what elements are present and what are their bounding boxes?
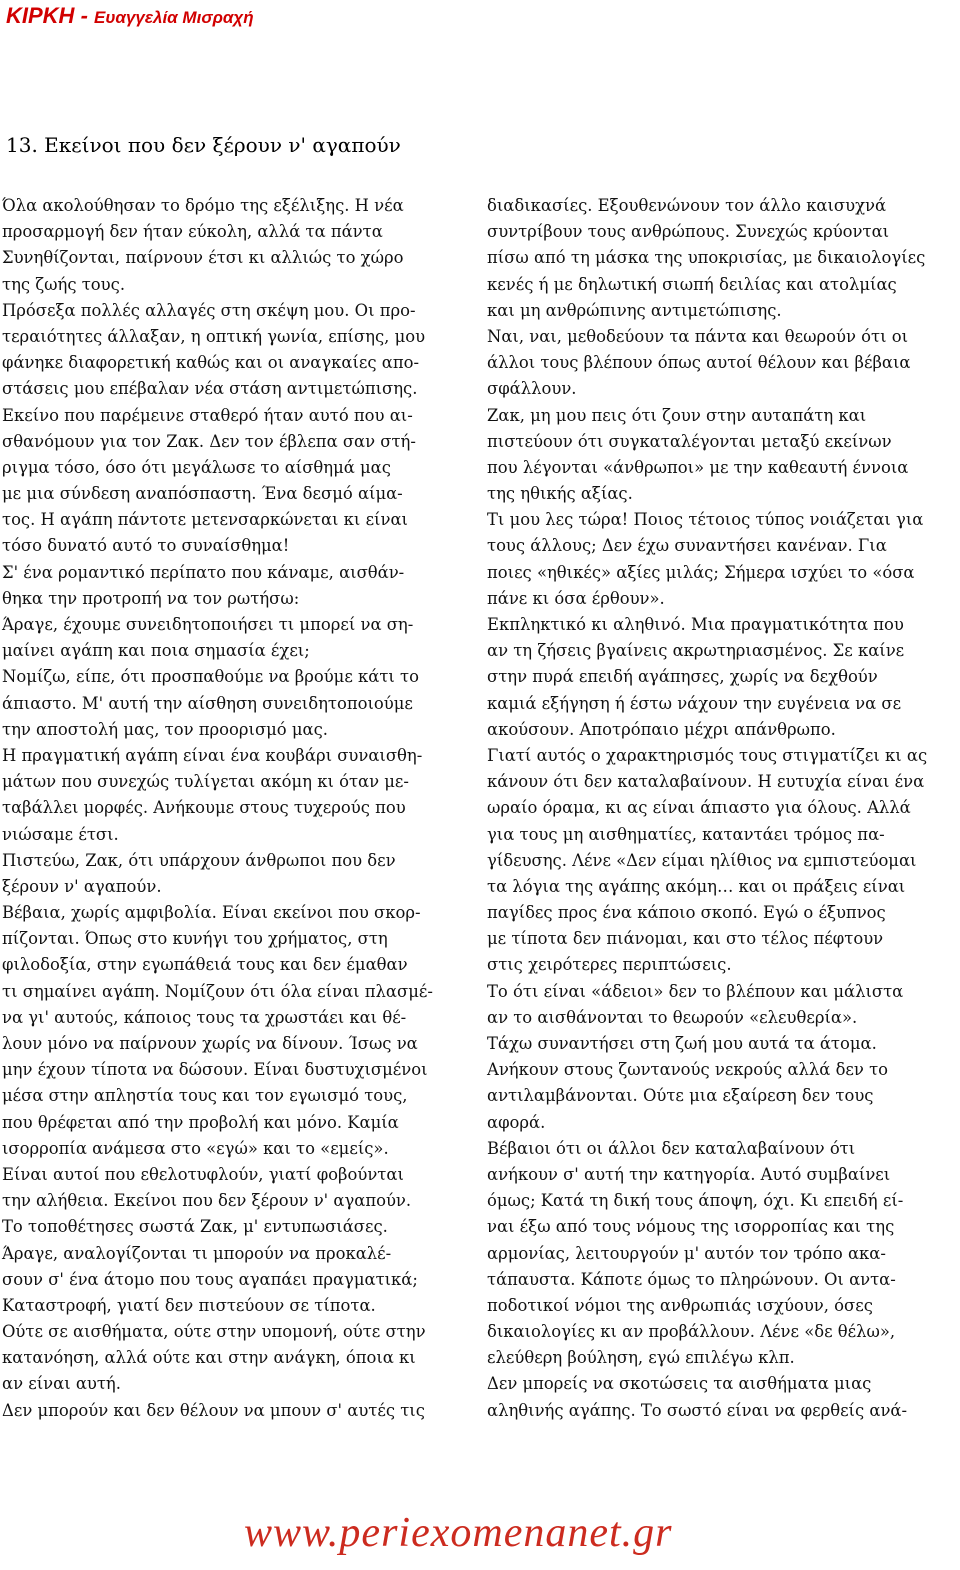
right-text-column: [487, 193, 957, 1424]
left-text-column: [2, 193, 472, 1424]
text-line: Νομίζω, είπε, ότι προσπαθούμε να βρούμε κάτι το: [2, 667, 419, 687]
text-line: Άραγε, αναλογίζονται τι μπορούν να προκαλέ-: [2, 1243, 392, 1263]
text-line: ελεύθερη βούληση, εγώ επιλέγω κλπ.: [487, 1348, 795, 1368]
text-line: μαίνει αγάπη και ποια σημασία έχει;: [2, 641, 310, 661]
text-line: αρμονίας, λειτουργούν μ' αυτόν τον τρόπο ακα-: [487, 1243, 886, 1263]
text-line: πίσω από τη μάσκα της υποκρισίας, με δικαιολογίες: [487, 248, 926, 268]
text-line: με μια σύνδεση αναπόσπαστη. Ένα δεσμό αίμα-: [2, 484, 403, 504]
text-line: Η πραγματική αγάπη είναι ένα κουβάρι συναισθη-: [2, 745, 423, 765]
text-line: Ζακ, μη μου πεις ότι ζουν στην αυταπάτη και: [487, 405, 867, 425]
text-line: κατανόηση, αλλά ούτε και στην ανάγκη, όποια κι: [2, 1348, 416, 1368]
text-line: Σ' ένα ρομαντικό περίπατο που κάναμε, αισθάν-: [2, 562, 405, 582]
text-line: Τάχω συναντήσει στη ζωή μου αυτά τα άτομα.: [487, 1034, 877, 1053]
text-line: Ούτε σε αισθήματα, ούτε στην υπομονή, ούτε στην: [2, 1322, 426, 1342]
text-line: Βέβαιοι ότι οι άλλοι δεν καταλαβαίνουν ότι: [487, 1138, 856, 1158]
text-line: ναι έξω από τους νόμους της ισορροπίας και της: [487, 1217, 895, 1237]
text-line: γίδευσης. Λένε «Δεν είμαι ηλίθιος να εμπιστεύομαι: [487, 850, 917, 870]
text-line: Άραγε, έχουμε συνειδητοποιήσει τι μπορεί να ση-: [2, 615, 414, 634]
book-title: ΚΙΡΚΗ: [6, 3, 75, 28]
text-line: αν τη ζήσεις βγαίνεις ακρωτηριασμένος. Σε καίνε: [487, 641, 905, 661]
text-line: ωραίο όραμα, κι ας είναι άπιαστο για όλους. Αλλά: [487, 798, 911, 818]
text-line: άπιαστο. Μ' αυτή την αίσθηση συνειδητοποιούμε: [2, 693, 413, 713]
text-line: τους άλλους; Δεν έχω συναντήσει κανέναν. Για: [487, 536, 887, 556]
text-line: Το τοποθέτησες σωστά Ζακ, μ' εντυπωσιάσες.: [2, 1217, 388, 1237]
text-line: μάτων που συνεχώς τυλίγεται ακόμη κι όταν με-: [2, 772, 409, 792]
text-line: της ζωής τους.: [2, 274, 126, 294]
text-line: παγίδες προς ένα κάποιο σκοπό. Εγώ ο έξυπνος: [487, 903, 886, 923]
text-line: και μη ανθρώπινης αντιμετώπισης.: [487, 300, 782, 320]
text-line: Πιστεύω, Ζακ, ότι υπάρχουν άνθρωποι που δεν: [2, 850, 396, 870]
text-line: Γιατί αυτός ο χαρακτηρισμός τους στιγματίζει κι ας: [487, 745, 928, 765]
text-line: πίζονται. Όπως στο κυνήγι του χρήματος, στη: [2, 929, 388, 949]
text-line: ποδοτικοί νόμοι της ανθρωπιάς ισχύουν, όσες: [487, 1295, 873, 1315]
text-line: σφάλλουν.: [487, 379, 577, 399]
text-line: ταβάλλει μορφές. Ανήκουμε στους τυχερούς που: [2, 798, 406, 818]
text-line: διαδικασίες. Εξουθενώνουν τον άλλο καισυχνά: [487, 196, 887, 215]
text-line: Καταστροφή, γιατί δεν πιστεύουν σε τίποτα.: [2, 1295, 376, 1315]
text-line: φάνηκε διαφορετική καθώς και οι αναγκαίες απο-: [2, 353, 420, 373]
title-separator: -: [74, 3, 95, 28]
text-line: στις χειρότερες περιπτώσεις.: [487, 955, 732, 975]
text-line: λουν μόνο να παίρνουν χωρίς να δίνουν. Ίσως να: [2, 1034, 418, 1053]
text-line: όμως; Κατά τη δική τους άποψη, όχι. Κι επειδή εί-: [487, 1191, 904, 1211]
text-line: προσαρμογή δεν ήταν εύκολη, αλλά τα πάντα: [2, 222, 383, 242]
text-line: τεραιότητες άλλαξαν, η οπτική γωνία, επίσης, μου: [2, 326, 426, 346]
text-line: τάπαυστα. Κάποτε όμως το πληρώνουν. Οι αντα-: [487, 1269, 896, 1289]
chapter-title: 13. Εκείνοι που δεν ξέρουν ν' αγαπούν: [6, 133, 401, 157]
text-line: Δεν μπορούν και δεν θέλουν να μπουν σ' αυτές τις: [2, 1400, 425, 1420]
text-line: τόσο δυνατό αυτό το συναίσθημα!: [2, 536, 290, 556]
text-line: ριγμα τόσο, όσο ότι μεγάλωσε το αίσθημά μας: [2, 457, 391, 477]
text-line: σουν σ' ένα άτομο που τους αγαπάει πραγματικά;: [2, 1269, 418, 1289]
text-line: συντρίβουν τους ανθρώπους. Συνεχώς κρύονται: [487, 222, 890, 242]
text-line: δικαιολογίες κι αν προβάλλουν. Λένε «δε θέλω»,: [487, 1322, 896, 1342]
text-line: Συνηθίζονται, παίρνουν έτσι κι αλλιώς το χώρο: [2, 248, 404, 268]
text-line: στην πυρά επειδή αγάπησες, χωρίς να δεχθούν: [487, 667, 878, 687]
text-line: Τι μου λες τώρα! Ποιος τέτοιος τύπος νοιάζεται για: [487, 510, 924, 530]
text-line: αν είναι αυτή.: [2, 1374, 121, 1394]
text-line: αληθινής αγάπης. Το σωστό είναι να φερθείς ανά-: [487, 1400, 908, 1420]
text-line: αφορά.: [487, 1112, 546, 1132]
text-line: Ναι, ναι, μεθοδεύουν τα πάντα και θεωρούν ότι οι: [487, 326, 909, 346]
text-line: Πρόσεξα πολλές αλλαγές στη σκέψη μου. Οι προ-: [2, 300, 416, 320]
text-line: να γι' αυτούς, κάποιος τους τα χρωστάει και θέ-: [2, 1007, 407, 1027]
text-line: νιώσαμε έτσι.: [2, 824, 119, 844]
text-line: Όλα ακολούθησαν το δρόμο της εξέλιξης. Η νέα: [2, 196, 404, 215]
text-line: τα λόγια της αγάπης ακόμη… και οι πράξεις είναι: [487, 876, 906, 896]
text-line: μέσα στην απληστία τους και τον εγωισμό τους,: [2, 1086, 408, 1106]
text-line: με τίποτα δεν πιάνομαι, και στο τέλος πέφτουν: [487, 929, 884, 949]
text-line: καμιά εξήγηση ή έστω νάχουν την ευγένεια να σε: [487, 693, 902, 713]
text-line: θηκα την προτροπή να τον ρωτήσω:: [2, 588, 300, 608]
text-line: τι σημαίνει αγάπη. Νομίζουν ότι όλα είναι πλασμέ-: [2, 981, 433, 1001]
text-line: Είναι αυτοί που εθελοτυφλούν, γιατί φοβούνται: [2, 1164, 404, 1184]
author-name: Ευαγγελία Μισραχή: [94, 8, 254, 27]
document-header: [6, 1, 254, 33]
text-line: για τους μη αισθηματίες, καταντάει τρόμος πα-: [487, 824, 885, 844]
text-line: Βέβαια, χωρίς αμφιβολία. Είναι εκείνοι που σκορ-: [2, 903, 421, 923]
text-line: Το ότι είναι «άδειοι» δεν το βλέπουν και μάλιστα: [487, 981, 904, 1001]
text-line: την αποστολή μας, τον προορισμό μας.: [2, 719, 328, 739]
text-line: την αλήθεια. Εκείνοι που δεν ξέρουν ν' αγαπούν.: [2, 1191, 412, 1211]
text-line: σθανόμουν για τον Ζακ. Δεν τον έβλεπα σαν στή-: [2, 431, 416, 451]
text-line: Εκείνο που παρέμεινε σταθερό ήταν αυτό που αι-: [2, 405, 413, 425]
text-line: αν το αισθάνονται το θεωρούν «ελευθερία».: [487, 1007, 858, 1027]
text-line: φιλοδοξία, στην εγωπάθειά τους και δεν έμαθαν: [2, 955, 408, 975]
text-line: ακούσουν. Αποτρόπαιο μέχρι απάνθρωπο.: [487, 719, 836, 739]
text-line: κενές ή με δηλωτική σιωπή δειλίας και ατολμίας: [487, 274, 897, 294]
text-line: Εκπληκτικό κι αληθινό. Μια πραγματικότητα που: [487, 615, 904, 634]
text-line: αντιλαμβάνονται. Ούτε μια εξαίρεση δεν τους: [487, 1086, 874, 1106]
text-line: Δεν μπορείς να σκοτώσεις τα αισθήματα μιας: [487, 1374, 872, 1394]
text-line: που θρέφεται από την προβολή και μόνο. Καμία: [2, 1112, 399, 1132]
text-line: που λέγονται «άνθρωποι» με την καθεαυτή έννοια: [487, 457, 909, 477]
text-line: ξέρουν ν' αγαπούν.: [2, 876, 162, 896]
text-line: Ανήκουν στους ζωντανούς νεκρούς αλλά δεν το: [487, 1060, 889, 1080]
text-line: ισορροπία ανάμεσα στο «εγώ» και το «εμείς».: [2, 1138, 389, 1158]
text-line: ποιες «ηθικές» αξίες μιλάς; Σήμερα ισχύει το «όσα: [487, 562, 915, 582]
text-line: τος. Η αγάπη πάντοτε μετενσαρκώνεται κι είναι: [2, 510, 408, 530]
website-watermark[interactable]: www.periexomenanet.gr: [244, 1510, 673, 1556]
text-line: άλλοι τους βλέπουν όπως αυτοί θέλουν και βέβαια: [487, 353, 911, 373]
text-line: κάνουν ότι δεν καταλαβαίνουν. Η ευτυχία είναι ένα: [487, 772, 925, 792]
text-line: στάσεις μου επέβαλαν νέα στάση αντιμετώπισης.: [2, 379, 418, 399]
text-line: ανήκουν σ' αυτή την κατηγορία. Αυτό συμβαίνει: [487, 1164, 891, 1184]
text-line: πιστεύουν ότι συγκαταλέγονται μεταξύ εκείνων: [487, 431, 892, 451]
text-line: μην έχουν τίποτα να δώσουν. Είναι δυστυχισμένοι: [2, 1060, 428, 1080]
text-line: της ηθικής αξίας.: [487, 484, 633, 504]
text-line: πάνε κι όσα έρθουν».: [487, 588, 665, 608]
